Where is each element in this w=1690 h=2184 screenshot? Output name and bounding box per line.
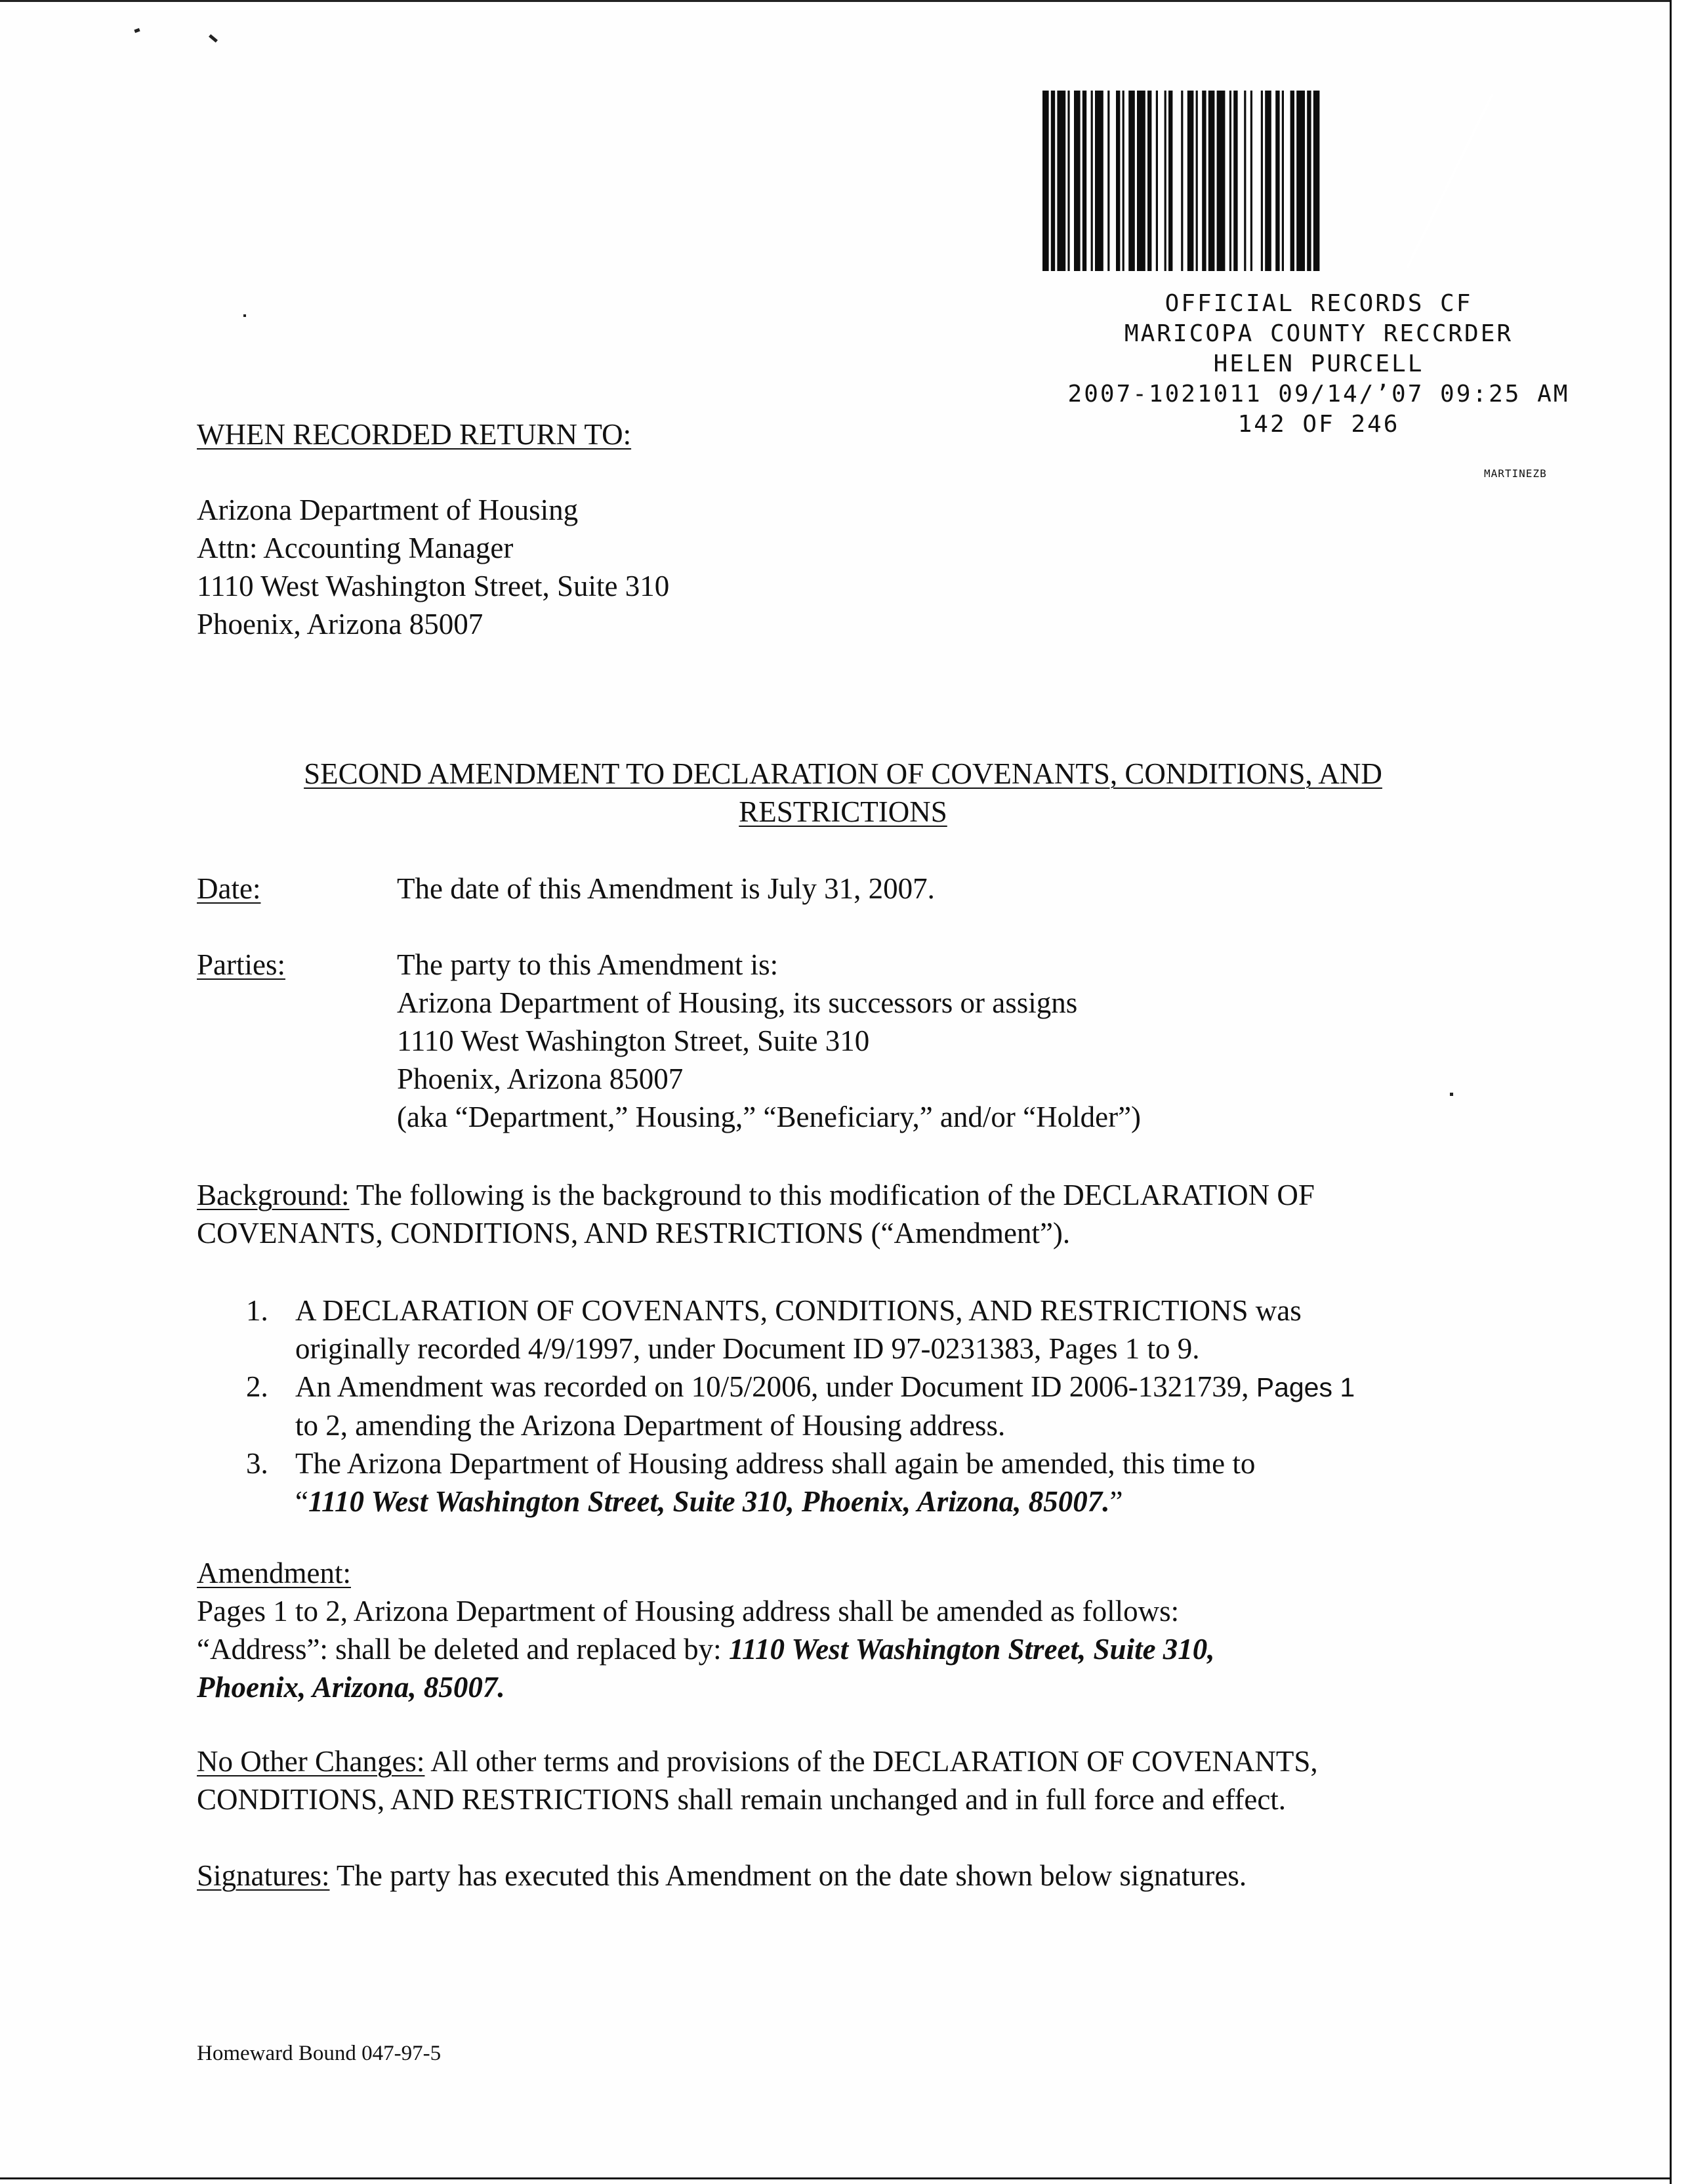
list-text: The Arizona Department of Housing address shall again be amended, this time to [295,1447,1256,1480]
amendment-text: “Address”: shall be deleted and replaced by: [197,1633,729,1666]
signatures-label: Signatures: [197,1859,330,1892]
title-line: SECOND AMENDMENT TO DECLARATION OF COVENANTS, CONDITIONS, AND [304,757,1382,790]
scan-speck [1450,1093,1453,1096]
clerk-initials: MARTINEZB [1484,467,1547,480]
list-text: Pages 1 [1256,1372,1355,1402]
scan-bottom-edge [0,2177,1670,2184]
document-title [197,755,1489,831]
parties-line: (aka “Department,” Housing,” “Beneficiary,” and/or “Holder”) [397,1101,1142,1133]
list-number: 1. [246,1294,268,1327]
signatures-text: The party has executed this Amendment on the date shown below signatures. [329,1859,1247,1892]
stamp-line: 142 OF 246 [1237,411,1400,438]
list-item [236,1444,1515,1521]
scan-top-edge [0,0,1690,2]
stamp-line: OFFICIAL RECORDS CF [1164,290,1473,317]
footer-reference: Homeward Bound 047-97-5 [197,2042,442,2065]
parties-line: 1110 West Washington Street, Suite 310 [397,1024,870,1057]
address-line: Phoenix, Arizona 85007 [197,608,484,640]
list-number: 2. [246,1370,268,1403]
address-line: 1110 West Washington Street, Suite 310 [197,570,670,602]
list-item [236,1292,1515,1368]
scan-speck [209,34,218,43]
list-item [236,1368,1515,1444]
stamp-line: HELEN PURCELL [1213,350,1424,377]
list-text: A DECLARATION OF COVENANTS, CONDITIONS, AND RESTRICTIONS was [295,1294,1302,1327]
list-text: to 2, amending the Arizona Department of Housing address. [295,1409,1006,1442]
background-label: Background: [197,1179,350,1211]
parties-line: The party to this Amendment is: [397,948,779,981]
amendment-address-emphasis: Phoenix, Arizona, 85007. [197,1671,505,1704]
amendment-section [197,1554,1215,1706]
stamp-line: MARICOPA COUNTY RECCRDER [1124,320,1514,347]
amendment-text: Pages 1 to 2, Arizona Department of Housing address shall be amended as follows: [197,1595,1180,1628]
parties-block [397,946,1141,1136]
quote-mark: “ [295,1485,308,1518]
address-line: Arizona Department of Housing [197,494,579,526]
list-text: An Amendment was recorded on 10/5/2006, under Document ID 2006-1321739, [295,1370,1256,1403]
amendment-address-emphasis: 1110 West Washington Street, Suite 310, [728,1633,1215,1666]
background-paragraph [197,1176,1315,1252]
recording-barcode [1040,91,1506,271]
new-address-emphasis: 1110 West Washington Street, Suite 310, Phoenix, Arizona, 85007. [308,1485,1110,1518]
scan-speck [243,314,246,317]
list-number: 3. [246,1447,268,1480]
signatures-section [197,1857,1247,1895]
address-line: Attn: Accounting Manager [197,532,514,564]
date-label: Date: [197,872,261,905]
title-line: RESTRICTIONS [739,795,947,828]
scan-speck [134,28,140,33]
parties-label: Parties: [197,948,285,981]
no-other-changes-label: No Other Changes: [197,1745,425,1778]
parties-line: Arizona Department of Housing, its successors or assigns [397,986,1078,1019]
return-to-address [197,491,669,643]
stamp-line: 2007-1021011 09/14/ʼ07 09:25 AM [1067,381,1570,408]
background-text: The following is the background to this modification of the DECLARATION OF [349,1179,1315,1211]
return-to-heading: WHEN RECORDED RETURN TO: [197,418,632,451]
amendment-label: Amendment: [197,1557,351,1589]
no-other-changes-text: All other terms and provisions of the DECLARATION OF COVENANTS, [424,1745,1318,1778]
parties-line: Phoenix, Arizona 85007 [397,1062,684,1095]
quote-mark: ” [1109,1485,1123,1518]
background-list [236,1292,1515,1521]
scan-right-edge [1670,0,1690,2184]
recorder-stamp [1050,289,1588,440]
background-text: COVENANTS, CONDITIONS, AND RESTRICTIONS (“Amendment”). [197,1217,1071,1250]
no-other-changes-text: CONDITIONS, AND RESTRICTIONS shall remain unchanged and in full force and effect. [197,1783,1287,1816]
list-text: originally recorded 4/9/1997, under Document ID 97-0231383, Pages 1 to 9. [295,1332,1200,1365]
no-other-changes-section [197,1742,1318,1818]
date-text: The date of this Amendment is July 31, 2007. [397,872,935,905]
